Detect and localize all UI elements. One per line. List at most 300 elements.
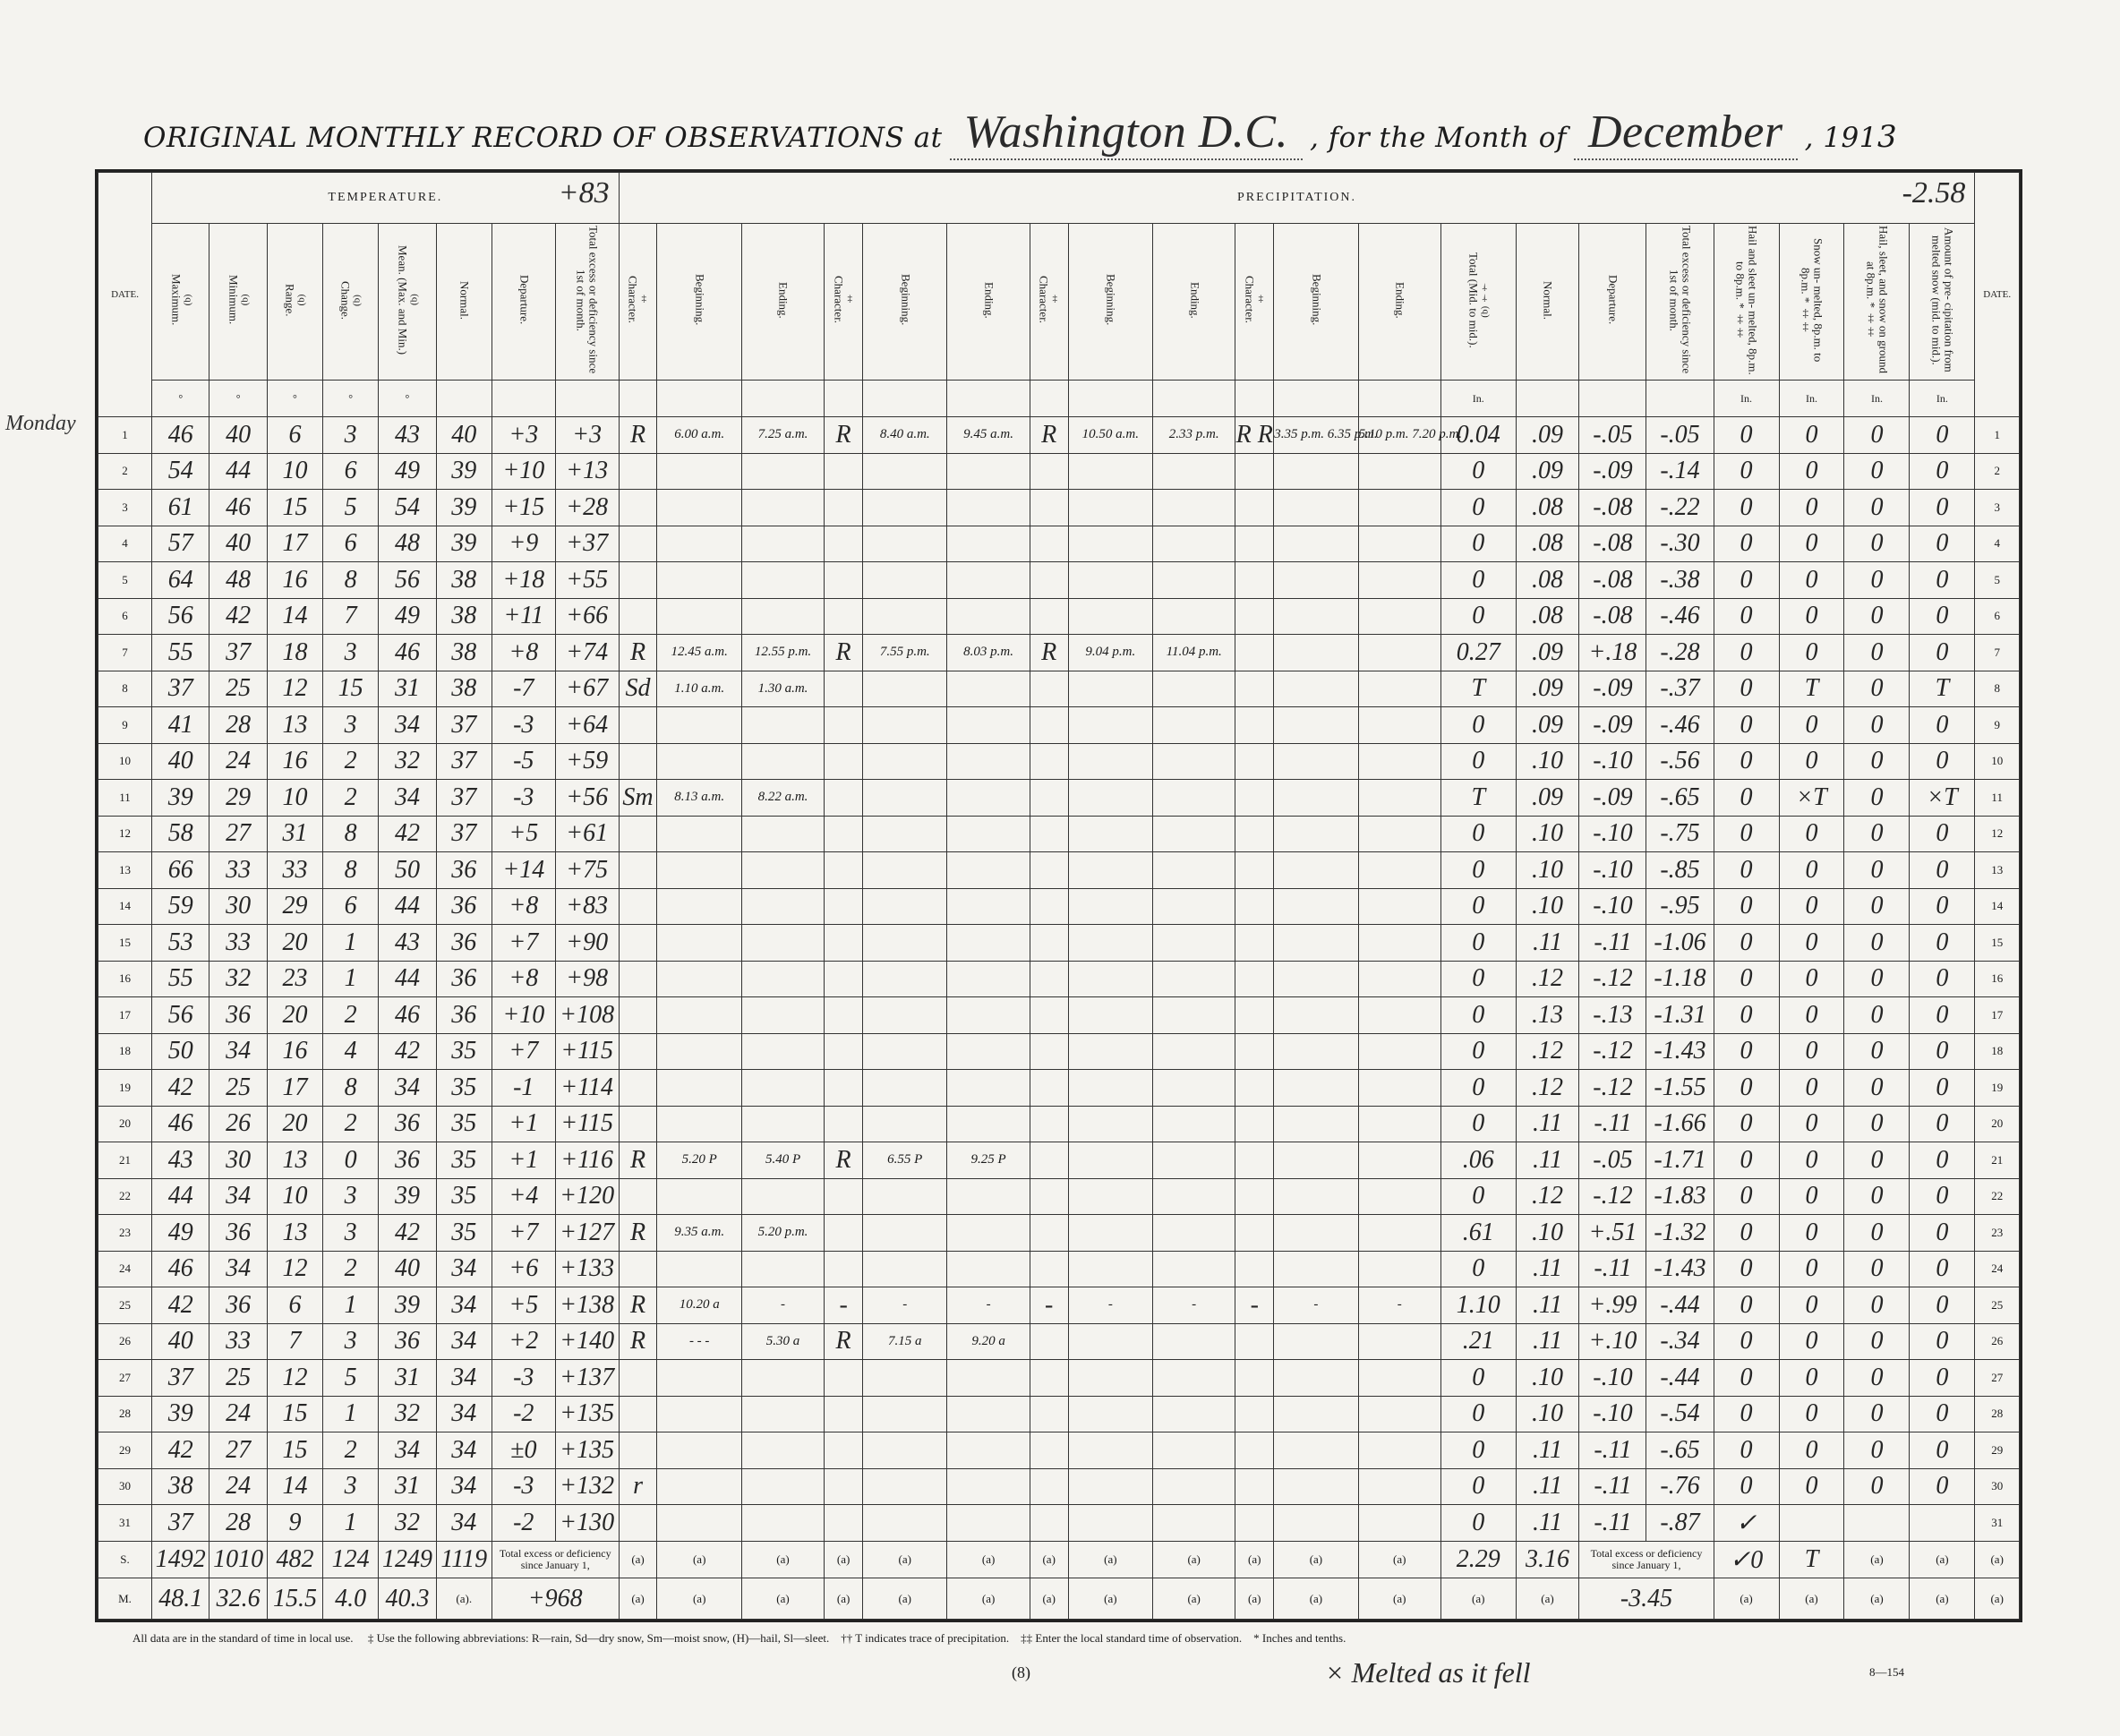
cell-tot: +75 (555, 852, 619, 889)
cell-pd: -.09 (1579, 671, 1646, 707)
cell-c1 (619, 1396, 657, 1432)
cell-e1: 5.40 P (741, 1142, 824, 1179)
cell-min: 36 (209, 1287, 267, 1324)
cell-tot: +56 (555, 780, 619, 817)
cell-b4 (1274, 671, 1358, 707)
cell-min: 44 (209, 453, 267, 490)
cell-mean: 46 (379, 635, 436, 671)
unit-cell (492, 381, 555, 417)
day-number: 1 (98, 417, 152, 454)
cell-max: 56 (152, 997, 209, 1034)
cell-pd: -.12 (1579, 961, 1646, 997)
title-prefix: ORIGINAL MONTHLY RECORD OF OBSERVATIONS at (143, 122, 943, 154)
cell-c4 (1235, 1468, 1274, 1505)
day-number-right: 18 (1975, 1033, 2020, 1070)
cell-nrm: 39 (436, 453, 492, 490)
cell-e2 (947, 598, 1030, 635)
cell-h: 0 (1714, 562, 1779, 599)
cell-b4 (1274, 1033, 1358, 1070)
cell-c3 (1030, 816, 1068, 852)
means-row (98, 1578, 2020, 1620)
cell-g: 0 (1844, 1287, 1910, 1324)
page-number: (8) (1012, 1663, 1030, 1681)
cell-pe: -.87 (1646, 1505, 1714, 1542)
cell-max: 44 (152, 1178, 209, 1215)
cell-chg: 3 (323, 635, 379, 671)
day-number: 17 (98, 997, 152, 1034)
cell-b2 (863, 671, 947, 707)
cell-c1 (619, 997, 657, 1034)
cell-pd: -.09 (1579, 453, 1646, 490)
cell-e3 (1153, 780, 1235, 817)
cell-b2 (863, 743, 947, 780)
cell-min: 29 (209, 780, 267, 817)
cell-pn: .10 (1516, 1215, 1579, 1252)
cell-mean: 31 (379, 671, 436, 707)
cell-dep: +10 (492, 997, 555, 1034)
cell-max: 39 (152, 780, 209, 817)
cell-nrm: 34 (436, 1468, 492, 1505)
column-header-pdeparture: Departure. (1579, 224, 1646, 381)
cell-h: 0 (1714, 1432, 1779, 1469)
cell-e3 (1153, 816, 1235, 852)
cell-b2 (863, 707, 947, 744)
cell-e3 (1153, 1468, 1235, 1505)
cell-nrm: 34 (436, 1287, 492, 1324)
cell-dep: +3 (492, 417, 555, 454)
cell-mean: 42 (379, 816, 436, 852)
month-label: , for the Month of (1310, 122, 1567, 154)
sum-a-cell: (a) (947, 1541, 1030, 1578)
cell-min: 33 (209, 1323, 267, 1360)
cell-pe: -.38 (1646, 562, 1714, 599)
cell-h: 0 (1714, 1360, 1779, 1397)
cell-mean: 44 (379, 888, 436, 925)
unit-cell: In. (1844, 381, 1910, 417)
sum-a-cell: (a) (1358, 1541, 1440, 1578)
mean-a-cell: (a) (1975, 1578, 2020, 1620)
cell-b1 (657, 888, 741, 925)
cell-tot: +74 (555, 635, 619, 671)
cell-c1 (619, 1505, 657, 1542)
cell-g: 0 (1844, 598, 1910, 635)
precip-total-jan1: -3.45 (1579, 1578, 1714, 1620)
cell-rng: 12 (267, 671, 322, 707)
day-number-right: 19 (1975, 1070, 2020, 1107)
cell-a (1910, 1505, 1975, 1542)
cell-c3 (1030, 925, 1068, 962)
cell-chg: 3 (323, 1215, 379, 1252)
day-number: 20 (98, 1106, 152, 1142)
table-row (98, 1178, 2020, 1215)
cell-pd: +.18 (1579, 635, 1646, 671)
cell-tot: +140 (555, 1323, 619, 1360)
cell-h: 0 (1714, 925, 1779, 962)
cell-c3 (1030, 1251, 1068, 1287)
cell-e2 (947, 1505, 1030, 1542)
cell-max: 61 (152, 490, 209, 526)
cell-mean: 49 (379, 453, 436, 490)
cell-c4 (1235, 1505, 1274, 1542)
cell-pt: 0 (1440, 816, 1516, 852)
cell-c1 (619, 490, 657, 526)
cell-dep: -5 (492, 743, 555, 780)
day-number: 27 (98, 1360, 152, 1397)
cell-b1 (657, 1178, 741, 1215)
cell-chg: 4 (323, 1033, 379, 1070)
cell-c4 (1235, 1323, 1274, 1360)
cell-min: 27 (209, 816, 267, 852)
cell-b2 (863, 925, 947, 962)
cell-b4 (1274, 997, 1358, 1034)
cell-pe: -.44 (1646, 1360, 1714, 1397)
cell-min: 40 (209, 417, 267, 454)
cell-chg: 3 (323, 1468, 379, 1505)
day-number-right: 29 (1975, 1432, 2020, 1469)
cell-mean: 56 (379, 562, 436, 599)
cell-c3 (1030, 1178, 1068, 1215)
weekday-note: Monday (5, 412, 76, 435)
cell-e3 (1153, 671, 1235, 707)
cell-rng: 16 (267, 1033, 322, 1070)
cell-b1 (657, 1070, 741, 1107)
cell-c2 (825, 707, 863, 744)
cell-nrm: 34 (436, 1360, 492, 1397)
cell-tot: +83 (555, 888, 619, 925)
cell-h: 0 (1714, 1251, 1779, 1287)
unit-cell: In. (1714, 381, 1779, 417)
cell-max: 54 (152, 453, 209, 490)
cell-s: 0 (1779, 453, 1844, 490)
cell-pt: 0 (1440, 1251, 1516, 1287)
cell-b1 (657, 852, 741, 889)
cell-max: 64 (152, 562, 209, 599)
cell-c2 (825, 1432, 863, 1469)
cell-b4 (1274, 1106, 1358, 1142)
cell-nrm: 39 (436, 490, 492, 526)
cell-nrm: 35 (436, 1178, 492, 1215)
cell-dep: +18 (492, 562, 555, 599)
cell-pe: -.65 (1646, 780, 1714, 817)
cell-pd: -.11 (1579, 925, 1646, 962)
cell-e2 (947, 888, 1030, 925)
sum-max: 1492 (152, 1541, 209, 1578)
cell-pe: -.37 (1646, 671, 1714, 707)
cell-e2 (947, 816, 1030, 852)
cell-c2: R (825, 417, 863, 454)
cell-s: T (1779, 671, 1844, 707)
cell-s: 0 (1779, 852, 1844, 889)
cell-h: 0 (1714, 997, 1779, 1034)
cell-e3 (1153, 743, 1235, 780)
cell-nrm: 36 (436, 888, 492, 925)
cell-c1: R (619, 1323, 657, 1360)
cell-pd: +.99 (1579, 1287, 1646, 1324)
cell-c3 (1030, 780, 1068, 817)
cell-tot: +135 (555, 1396, 619, 1432)
cell-c3 (1030, 1323, 1068, 1360)
cell-max: 49 (152, 1215, 209, 1252)
cell-nrm: 39 (436, 526, 492, 562)
column-header-maximum: Maximum. (b) (152, 224, 209, 381)
cell-s: 0 (1779, 417, 1844, 454)
cell-pe: -.46 (1646, 707, 1714, 744)
cell-s: 0 (1779, 635, 1844, 671)
cell-mean: 50 (379, 852, 436, 889)
cell-e1 (741, 1468, 824, 1505)
sum-a-cell: (a) (1153, 1541, 1235, 1578)
unit-cell (825, 381, 863, 417)
mean-rng: 15.5 (267, 1578, 322, 1620)
cell-chg: 2 (323, 780, 379, 817)
day-number: 15 (98, 925, 152, 962)
cell-dep: -1 (492, 1070, 555, 1107)
cell-pe: -1.55 (1646, 1070, 1714, 1107)
cell-tot: +28 (555, 490, 619, 526)
day-number-right: 15 (1975, 925, 2020, 962)
cell-dep: +6 (492, 1251, 555, 1287)
cell-b4 (1274, 925, 1358, 962)
cell-e4 (1358, 1215, 1440, 1252)
cell-max: 38 (152, 1468, 209, 1505)
cell-rng: 15 (267, 1396, 322, 1432)
cell-a: 0 (1910, 490, 1975, 526)
cell-min: 26 (209, 1106, 267, 1142)
cell-b3 (1068, 1468, 1152, 1505)
table-row (98, 1505, 2020, 1542)
sum-a-cell: (a) (657, 1541, 741, 1578)
sum-a-cell: (a) (1910, 1541, 1975, 1578)
cell-chg: 0 (323, 1142, 379, 1179)
cell-min: 33 (209, 925, 267, 962)
column-header-character: Character. ‡ (1235, 224, 1274, 381)
cell-c3 (1030, 1106, 1068, 1142)
cell-pe: -1.06 (1646, 925, 1714, 962)
cell-pd: -.08 (1579, 598, 1646, 635)
cell-c3 (1030, 1468, 1068, 1505)
cell-b1 (657, 1432, 741, 1469)
cell-dep: +8 (492, 888, 555, 925)
mean-a-cell: (a) (1910, 1578, 1975, 1620)
cell-chg: 8 (323, 1070, 379, 1107)
cell-e4 (1358, 743, 1440, 780)
cell-e3 (1153, 997, 1235, 1034)
day-number-right: 22 (1975, 1178, 2020, 1215)
cell-c3 (1030, 562, 1068, 599)
unit-cell: ° (323, 381, 379, 417)
table-row (98, 1251, 2020, 1287)
cell-pn: .11 (1516, 1106, 1579, 1142)
mean-a-cell: (a) (741, 1578, 824, 1620)
sum-chg: 124 (323, 1541, 379, 1578)
cell-min: 46 (209, 490, 267, 526)
cell-e4 (1358, 1178, 1440, 1215)
cell-tot: +133 (555, 1251, 619, 1287)
cell-b1: 10.20 a (657, 1287, 741, 1324)
cell-chg: 6 (323, 453, 379, 490)
cell-tot: +3 (555, 417, 619, 454)
cell-c1 (619, 852, 657, 889)
cell-min: 40 (209, 526, 267, 562)
sum-precip-normal: 3.16 (1516, 1541, 1579, 1578)
cell-pe: -.95 (1646, 888, 1714, 925)
cell-a: 0 (1910, 526, 1975, 562)
cell-tot: +120 (555, 1178, 619, 1215)
day-number-right: 21 (1975, 1142, 2020, 1179)
cell-g: 0 (1844, 1178, 1910, 1215)
cell-s: 0 (1779, 1360, 1844, 1397)
cell-pn: .10 (1516, 1360, 1579, 1397)
cell-b3 (1068, 1505, 1152, 1542)
cell-b1: 8.13 a.m. (657, 780, 741, 817)
cell-e3: 11.04 p.m. (1153, 635, 1235, 671)
cell-c1 (619, 598, 657, 635)
cell-pt: 0.04 (1440, 417, 1516, 454)
footer-note-inches: * Inches and tenths. (1253, 1631, 1346, 1645)
cell-h: 0 (1714, 1468, 1779, 1505)
year-digit: 3 (1877, 119, 1898, 155)
cell-nrm: 37 (436, 780, 492, 817)
cell-c3 (1030, 707, 1068, 744)
cell-max: 37 (152, 1505, 209, 1542)
cell-g: 0 (1844, 1106, 1910, 1142)
cell-c2 (825, 526, 863, 562)
cell-rng: 14 (267, 598, 322, 635)
cell-pd: -.08 (1579, 490, 1646, 526)
table-row (98, 961, 2020, 997)
column-header-normal: Normal. (436, 224, 492, 381)
unit-cell (1153, 381, 1235, 417)
day-number: 16 (98, 961, 152, 997)
cell-e3 (1153, 598, 1235, 635)
cell-c2: R (825, 635, 863, 671)
cell-rng: 9 (267, 1505, 322, 1542)
cell-chg: 8 (323, 562, 379, 599)
cell-c2 (825, 1070, 863, 1107)
cell-a: 0 (1910, 888, 1975, 925)
day-number-right: 13 (1975, 852, 2020, 889)
cell-pt: 0 (1440, 1178, 1516, 1215)
cell-pn: .11 (1516, 1323, 1579, 1360)
cell-e1 (741, 961, 824, 997)
cell-min: 28 (209, 1505, 267, 1542)
cell-mean: 46 (379, 997, 436, 1034)
cell-mean: 43 (379, 925, 436, 962)
cell-c4 (1235, 1432, 1274, 1469)
table-row (98, 1215, 2020, 1252)
table-row (98, 1396, 2020, 1432)
day-number: 8 (98, 671, 152, 707)
cell-e2 (947, 925, 1030, 962)
mean-a-cell: (a) (1274, 1578, 1358, 1620)
cell-s: 0 (1779, 997, 1844, 1034)
cell-min: 25 (209, 671, 267, 707)
cell-pe: -.65 (1646, 1432, 1714, 1469)
cell-s: 0 (1779, 1468, 1844, 1505)
cell-e1 (741, 925, 824, 962)
cell-e1: 5.30 a (741, 1323, 824, 1360)
sum-precip-total: 2.29 (1440, 1541, 1516, 1578)
day-number: 25 (98, 1287, 152, 1324)
cell-a: 0 (1910, 1432, 1975, 1469)
day-number: 31 (98, 1505, 152, 1542)
cell-h: 0 (1714, 1215, 1779, 1252)
cell-b2: 8.40 a.m. (863, 417, 947, 454)
cell-e3 (1153, 1505, 1235, 1542)
cell-mean: 44 (379, 961, 436, 997)
cell-pn: .08 (1516, 490, 1579, 526)
cell-rng: 15 (267, 490, 322, 526)
cell-min: 36 (209, 1215, 267, 1252)
cell-c3 (1030, 1505, 1068, 1542)
cell-min: 33 (209, 852, 267, 889)
cell-pd: -.09 (1579, 707, 1646, 744)
cell-mean: 34 (379, 780, 436, 817)
cell-chg: 1 (323, 1287, 379, 1324)
day-number-right: 31 (1975, 1505, 2020, 1542)
month-name: December (1574, 106, 1798, 160)
cell-mean: 39 (379, 1178, 436, 1215)
day-number-right: 20 (1975, 1106, 2020, 1142)
sum-a-cell: (a) (619, 1541, 657, 1578)
cell-h: 0 (1714, 1287, 1779, 1324)
cell-c2: R (825, 1142, 863, 1179)
cell-max: 66 (152, 852, 209, 889)
table-row (98, 743, 2020, 780)
cell-b2 (863, 1106, 947, 1142)
cell-b4 (1274, 780, 1358, 817)
cell-c1: r (619, 1468, 657, 1505)
cell-rng: 6 (267, 417, 322, 454)
cell-tot: +90 (555, 925, 619, 962)
column-header-total-precip: Total (Mid. to mid.). (b) †† (1440, 224, 1516, 381)
sum-a-cell: (a) (1274, 1541, 1358, 1578)
cell-s: 0 (1779, 598, 1844, 635)
sums-row (98, 1541, 2020, 1578)
cell-c4 (1235, 961, 1274, 997)
cell-e1 (741, 490, 824, 526)
cell-c4 (1235, 852, 1274, 889)
cell-e1 (741, 1070, 824, 1107)
cell-c1: R (619, 1142, 657, 1179)
cell-h: 0 (1714, 1106, 1779, 1142)
cell-dep: +2 (492, 1323, 555, 1360)
cell-mean: 54 (379, 490, 436, 526)
sum-a-cell: (a) (1030, 1541, 1068, 1578)
unit-cell (1516, 381, 1579, 417)
cell-b1: 6.00 a.m. (657, 417, 741, 454)
cell-h: 0 (1714, 453, 1779, 490)
cell-b4 (1274, 1360, 1358, 1397)
cell-b3 (1068, 1251, 1152, 1287)
day-number-right: 7 (1975, 635, 2020, 671)
cell-a: 0 (1910, 1070, 1975, 1107)
cell-b3 (1068, 780, 1152, 817)
day-number-right: 8 (1975, 671, 2020, 707)
cell-c1 (619, 1360, 657, 1397)
cell-c2 (825, 1215, 863, 1252)
day-number-right: 12 (1975, 816, 2020, 852)
cell-rng: 13 (267, 1142, 322, 1179)
cell-pt: 0 (1440, 1360, 1516, 1397)
cell-mean: 32 (379, 743, 436, 780)
cell-nrm: 34 (436, 1251, 492, 1287)
cell-c2: - (825, 1287, 863, 1324)
cell-b4 (1274, 1396, 1358, 1432)
cell-e1: - (741, 1287, 824, 1324)
sum-a-cell: (a) (1235, 1541, 1274, 1578)
cell-e1 (741, 598, 824, 635)
